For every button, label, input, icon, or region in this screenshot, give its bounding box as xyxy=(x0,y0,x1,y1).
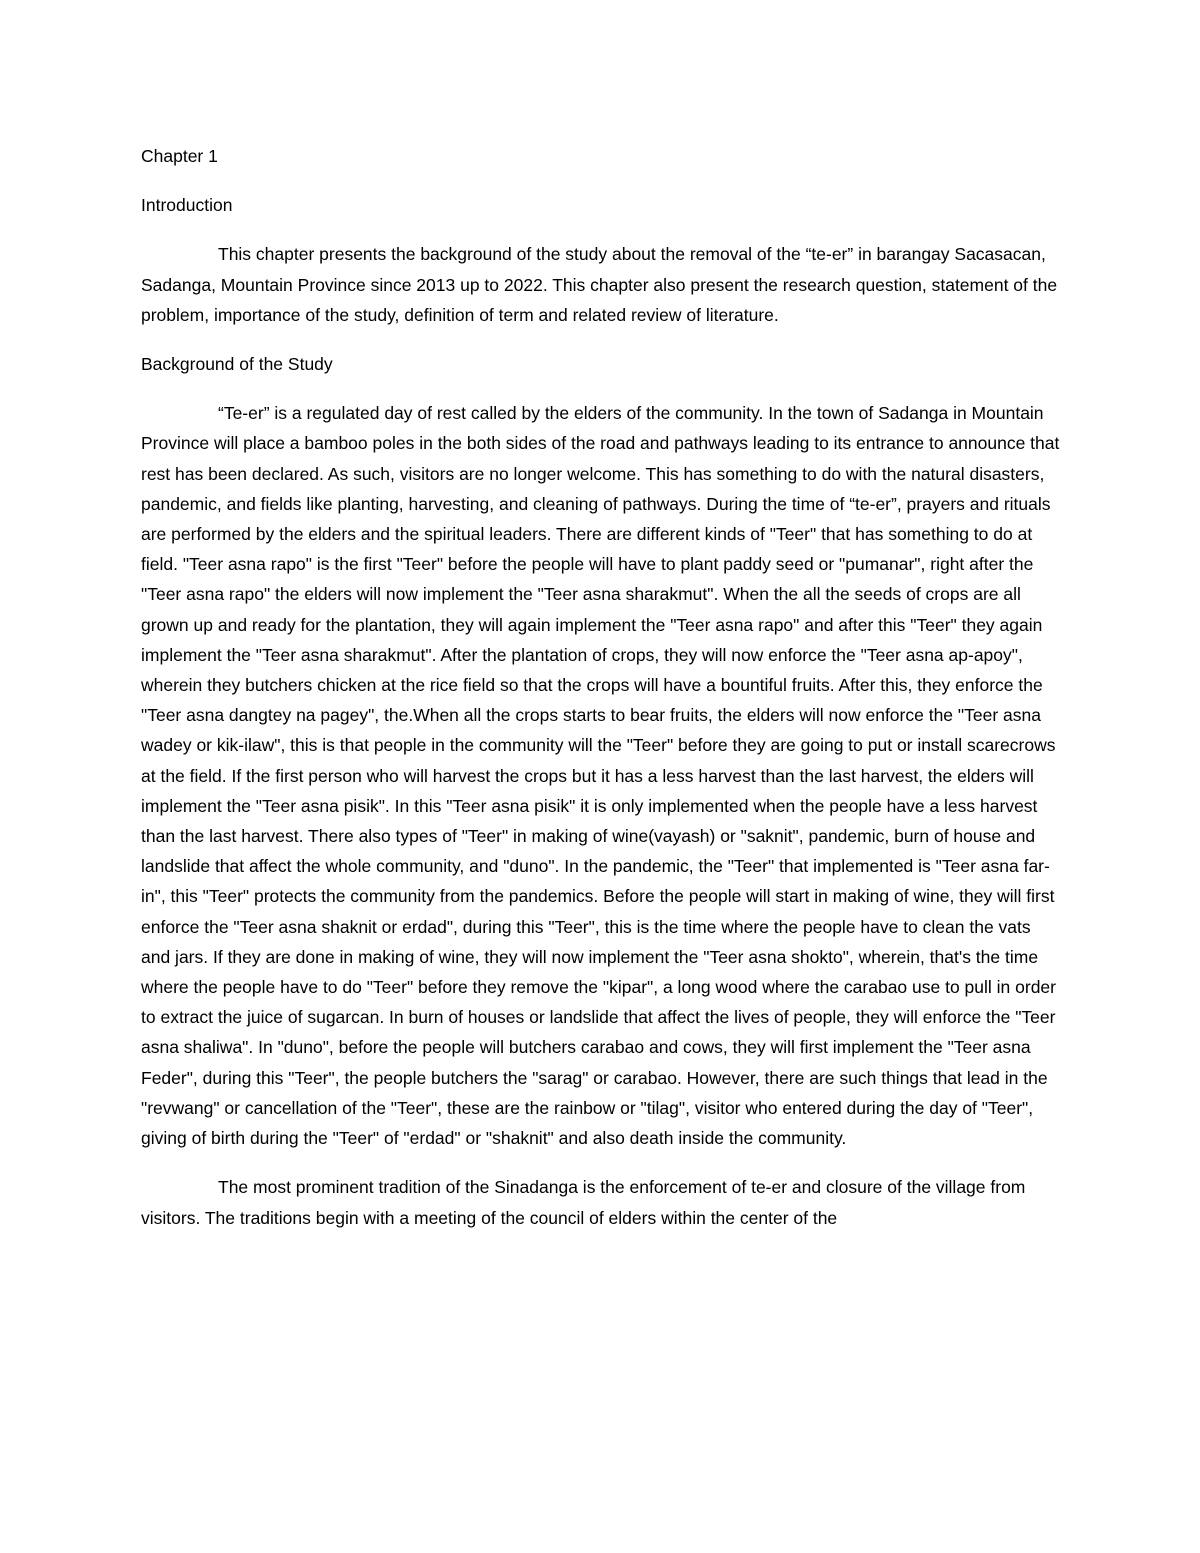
introduction-heading: Introduction xyxy=(141,195,233,216)
document-body xyxy=(141,141,1061,1252)
background-paragraph: “Te-er” is a regulated day of rest called by the elders of the community. In the town of Sadanga in Mountain Province will place a bamboo poles in the both sides of the road and pathways leading to its entrance to announce that rest has been declared. As such, visitors are no longer welcome. This has something to do with the natural disasters, pandemic, and fields like planting, harvesting, and cleaning of pathways. During the time of “te-er”, prayers and rituals are performed by the elders and the spiritual leaders. There are different kinds of "Teer" that has something to do at field. "Teer asna rapo" is the first "Teer" before the people will have to plant paddy seed or "pumanar", right after the "Teer asna rapo" the elders will now implement the "Teer asna sharakmut". When the all the seeds of crops are all grown up and ready for the plantation, they will again implement the "Teer asna rapo" and after this "Teer" they again implement the "Teer asna sharakmut". After the plantation of crops, they will now enforce the "Teer asna ap-apoy", wherein they butchers chicken at the rice field so that the crops will have a bountiful fruits. After this, they enforce the "Teer asna dangtey na pagey", the.When all the crops starts to bear fruits, the elders will now enforce the "Teer asna wadey or kik-ilaw", this is that people in the community will the "Teer" before they are going to put or install scarecrows at the field. If the first person who will harvest the crops but it has a less harvest than the last harvest, the elders will implement the "Teer asna pisik". In this "Teer asna pisik" it is only implemented when the people have a less harvest than the last harvest. There also types of "Teer" in making of wine(vayash) or "saknit", pandemic, burn of house and landslide that affect the whole community, and "duno". In the pandemic, the "Teer" that implemented is "Teer asna far-in", this "Teer" protects the community from the pandemics. Before the people will start in making of wine, they will first enforce the "Teer asna shaknit or erdad", during this "Teer", this is the time where the people have to clean the vats and jars. If they are done in making of wine, they will now implement the "Teer asna shokto", wherein, that's the time where the people have to do "Teer" before they remove the "kipar", a long wood where the carabao use to pull in order to extract the juice of sugarcan. In burn of houses or landslide that affect the lives of people, they will enforce the "Teer asna shaliwa". In "duno", before the people will butchers carabao and cows, they will first implement the "Teer asna Feder", during this "Teer", the people butchers the "sarag" or carabao. However, there are such things that lead in the "revwang" or cancellation of the "Teer", these are the rainbow or "tilag", visitor who entered during the day of "Teer", giving of birth during the "Teer" of "erdad" or "shaknit" and also death inside the community. xyxy=(141,403,1060,1149)
background-heading: Background of the Study xyxy=(141,354,333,375)
intro-paragraph: This chapter presents the background of the study about the removal of the “te-er” in barangay Sacasacan, Sadanga, Mountain Province since 2013 up to 2022. This chapter also present the research question, statement of the problem, importance of the study, definition of term and related review of literature. xyxy=(141,244,1058,325)
tradition-paragraph: The most prominent tradition of the Sinadanga is the enforcement of te-er and closure of the village from visitors. The traditions begin with a meeting of the council of elders within the center of the xyxy=(141,1177,1026,1228)
chapter-label: Chapter 1 xyxy=(141,146,218,166)
